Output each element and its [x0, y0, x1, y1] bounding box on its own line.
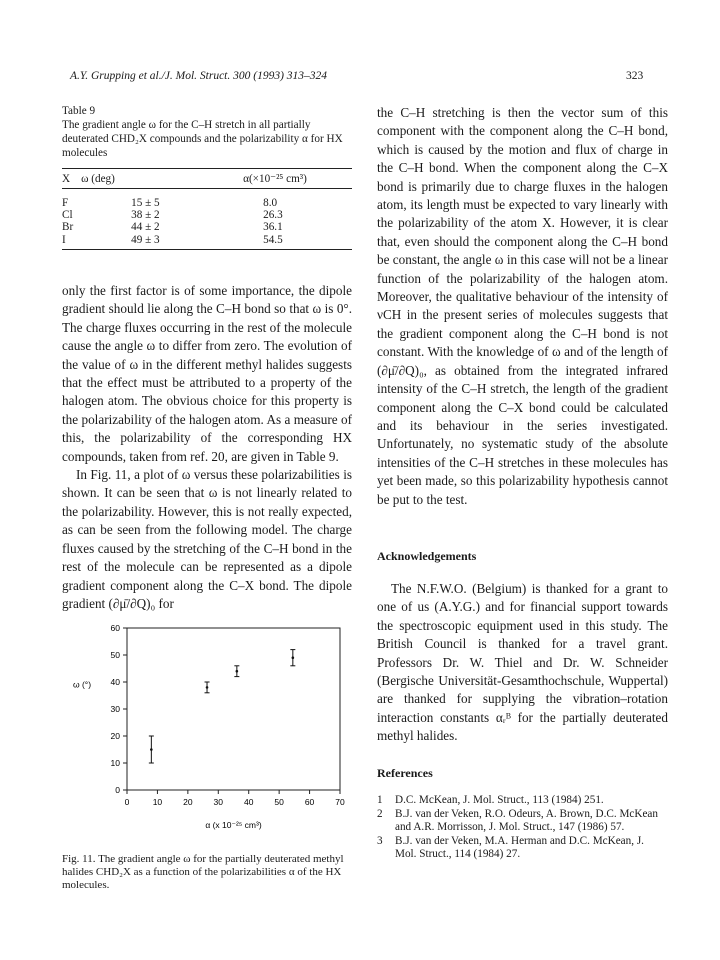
col-header: α(×10⁻²⁵ cm³) — [243, 169, 352, 189]
x-axis-label: α (x 10⁻²⁵ cm³) — [205, 820, 262, 830]
table-cell: Br — [62, 221, 74, 234]
acknowledgements-heading: Acknowledgements — [377, 549, 477, 563]
x-tick-label: 60 — [304, 797, 315, 807]
data-point-3 — [292, 656, 295, 659]
scatter-chart — [62, 620, 352, 840]
y-tick-label: 40 — [110, 677, 120, 687]
table-9 — [62, 168, 352, 250]
table-title: Table 9 — [62, 105, 96, 117]
y-tick-label: 50 — [110, 650, 120, 660]
reference-number: 1 — [377, 794, 383, 806]
table-cell: F — [62, 197, 69, 209]
col-header: X — [62, 169, 81, 189]
x-tick-label: 70 — [335, 797, 345, 807]
x-tick-label: 40 — [243, 797, 254, 807]
y-tick-label: 10 — [110, 758, 120, 768]
reference-list — [377, 794, 668, 862]
plot-frame — [127, 628, 340, 790]
figure-caption: Fig. 11. The gradient angle ω for the partially deuterated methyl halides CHD₂X as a function of the polarizabilities α of the HX molecules. — [62, 853, 344, 891]
x-tick-label: 30 — [213, 797, 224, 807]
x-tick-label: 50 — [274, 797, 284, 807]
y-tick-label: 0 — [115, 785, 120, 795]
data-point-1 — [206, 686, 209, 689]
reference-text: B.J. van der Veken, M.A. Herman and D.C. McKean, J. Mol. Struct., 114 (1984) 27. — [395, 834, 644, 861]
table-caption — [62, 104, 352, 160]
running-header: A.Y. Grupping et al./J. Mol. Struct. 300 (1993) 313–324 — [70, 70, 328, 82]
paragraph: the C–H stretching is then the vector sum of this component with the component along the C–H bond, which is caused by the motion and flux of charge in the C–H bond. When the component along the C–X bond is primarily due to charge fluxes in the halogen atom, its length must be expected to vary linearly with the polarizability of the atom X. However, it is clear that, even should the component along the C–H bond be constant, the angle ω in this case will not be a linear function of the polarizability of the halogen atom. Moreover, the qualitative behaviour of the intensity of νCH in the present series of molecules suggests that the gradient component along the C–H bond is not constant. With the knowledge of ω and of the length of (∂μ̄/∂Q)₀, as obtained from the integrated infrared intensity of the C–H stretch, the length of the gradient component along the C–X bond could be calculated and its behaviour in the series investigated. Unfortunately, no systematic study of the absolute intensities of the C–H stretches in these molecules has yet been made, so this polarizability hypothesis cannot be put to the test. — [377, 105, 668, 507]
table-cell: 26.3 — [263, 209, 283, 222]
x-tick-label: 20 — [183, 797, 193, 807]
reference-item — [377, 808, 668, 835]
y-tick-label: 20 — [110, 731, 120, 741]
reference-item — [377, 794, 668, 808]
table-cell: 44 ± 2 — [131, 221, 160, 234]
table-cell: 54.5 — [243, 234, 352, 250]
data-point-0 — [150, 748, 153, 751]
references-heading: References — [377, 766, 433, 780]
right-column-text — [377, 104, 668, 509]
table-cell: 38 ± 2 — [131, 209, 160, 222]
reference-number: 3 — [377, 834, 383, 847]
reference-text: B.J. van der Veken, R.O. Odeurs, A. Brown, D.C. McKean and A.R. Morrisson, J. Mol. Struct., 147 (1986) 57. — [395, 807, 658, 834]
reference-number: 2 — [377, 807, 383, 820]
paragraph: only the first factor is of some importance, the dipole gradient should lie along the C–H bond so that ω is 0°. The charge fluxes occurring in the rest of the molecule cause the angle ω to differ from zero. The evolution of the value of ω in the different methyl halides suggests that the effect must be attributed to a property of the halogen atom. The obvious choice for this property is the polarizability of the halogen atom. As a measure of this, the polarizability of the corresponding HX compounds, taken from ref. 20, are given in Table 9. — [62, 283, 352, 464]
data-point-2 — [236, 670, 239, 673]
paragraph: In Fig. 11, a plot of ω versus these polarizabilities is shown. It can be seen that ω is not linearly related to the polarizability. However, this is not really expected, as can be seen from the following model. The charge fluxes caused by the stretching of the C–H bond in the rest of the molecule can be represented as a dipole gradient component along the C–X bond. The dipole gradient (∂μ̄/∂Q)₀ for — [62, 467, 352, 611]
y-tick-label: 30 — [110, 704, 120, 714]
reference-item — [377, 835, 668, 862]
table-row — [62, 221, 352, 233]
table-cell: Cl — [62, 209, 73, 222]
table-row — [62, 189, 352, 210]
reference-text: D.C. McKean, J. Mol. Struct., 113 (1984) 251. — [395, 794, 604, 806]
left-column-text — [62, 282, 352, 613]
table-caption-text: The gradient angle ω for the C–H stretch in all partially deuterated CHD₂X compounds and the polarizability α for HX molecules — [62, 119, 343, 159]
y-axis-label: ω (°) — [72, 679, 92, 690]
table-cell: 49 ± 3 — [81, 234, 243, 250]
acknowledgements-text: The N.F.W.O. (Belgium) is thanked for a grant to one of us (A.Y.G.) and for financial support towards the spectroscopic equipment used in this study. The British Council is thanked for a travel grant. Professors Dr. W. Thiel and Dr. W. Schneider (Bergische Universität-Gesamthochschule, Wuppertal) are thanked for supplying the vibration–rotation interaction constants αᵣᴮ for the partially deuterated methyl halides. — [377, 581, 668, 744]
table-cell: 36.1 — [263, 221, 283, 234]
figure-11 — [62, 620, 352, 845]
y-tick-label: 60 — [110, 623, 120, 633]
table-cell: 8.0 — [263, 197, 278, 209]
x-tick-label: 10 — [152, 797, 163, 807]
page-number: 323 — [626, 70, 644, 82]
table-cell: 15 ± 5 — [131, 197, 160, 209]
x-tick-label: 0 — [124, 797, 130, 807]
table-row — [62, 234, 352, 250]
col-header: ω (deg) — [81, 169, 243, 189]
table-row — [62, 209, 352, 221]
table-cell: I — [62, 234, 81, 250]
